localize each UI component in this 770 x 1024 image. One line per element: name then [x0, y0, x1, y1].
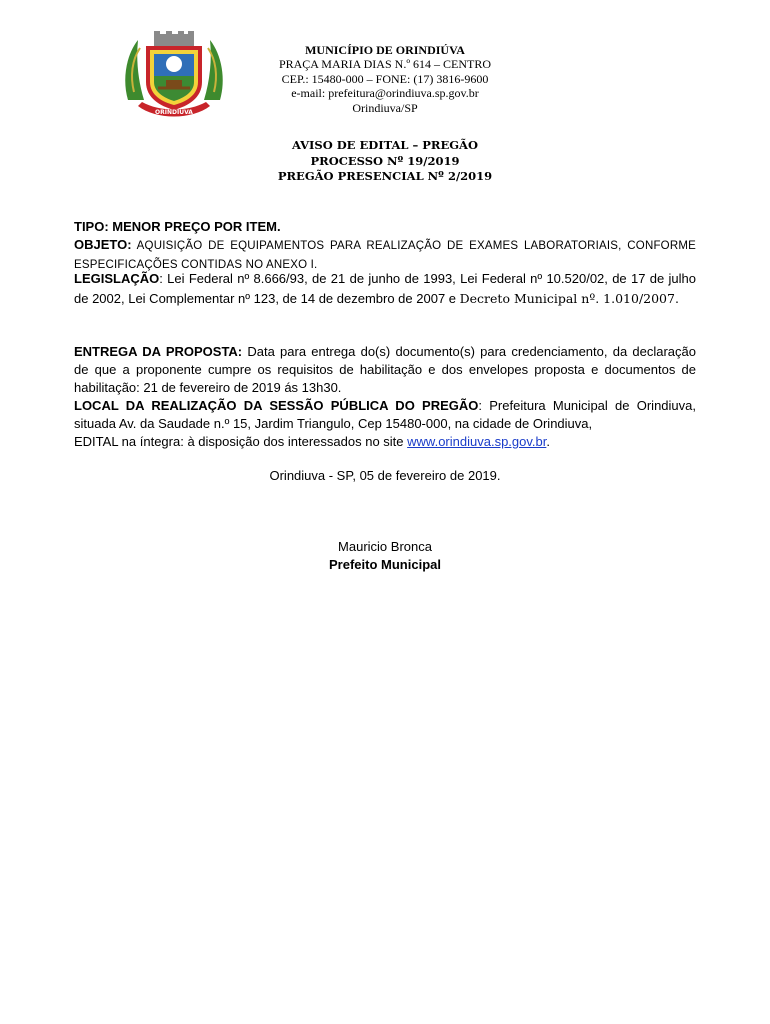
local-label: LOCAL DA REALIZAÇÃO DA SESSÃO PÚBLICA DO PREGÃO	[74, 398, 479, 413]
edital-line	[74, 433, 696, 451]
legislacao-text: : Lei Federal nº 8.666/93, de 21 de junho de 1993, Lei Federal nº 10.520/02, de 17 de julho de 2002, Lei Complementar nº 123, de 14 de dezembro de 2007 e	[74, 271, 696, 306]
address-line: PRAÇA MARIA DIAS N.º 614 – CENTRO	[278, 57, 492, 72]
entrega-text: Data para entrega do(s) documento(s) para credenciamento, da declaração de que a proponente cumpre os requisitos de habilitação e dos envelopes proposta e documentos de habilitação: 21 de fevereiro de 2019 ás 13h30.	[74, 344, 696, 395]
notice-title-line-1: AVISO DE EDITAL – PREGÃO	[292, 138, 478, 152]
date-line: Orindiuva - SP, 05 de fevereiro de 2019.	[269, 468, 501, 483]
signature-name: Mauricio Bronca	[338, 539, 432, 554]
city-line: Orindiuva/SP	[352, 100, 418, 115]
objeto-text: AQUISIÇÃO DE EQUIPAMENTOS PARA REALIZAÇÃO DE EXAMES LABORATORIAIS, CONFORME ESPECIFICAÇÕES CONTIDAS NO ANEXO I.	[74, 240, 696, 271]
tipo-line: TIPO: MENOR PREÇO POR ITEM.	[74, 219, 281, 234]
legislacao-decreto: Decreto Municipal nº. 1.010/2007.	[459, 290, 679, 306]
letterhead	[262, 43, 508, 115]
notice-title-line-2: PROCESSO Nº 19/2019	[310, 153, 460, 168]
entrega-paragraph	[74, 343, 696, 397]
cep-phone-line: CEP.: 15480-000 – FONE: (17) 3816-9600	[281, 71, 489, 86]
email-line: e-mail: prefeitura@orindiuva.sp.gov.br	[291, 86, 479, 101]
objeto-label: OBJETO:	[74, 237, 132, 252]
municipal-crest-icon	[122, 30, 226, 122]
website-link[interactable]: www.orindiuva.sp.gov.br	[407, 434, 547, 449]
municipality-name: MUNICÍPIO DE ORINDIÚVA	[305, 43, 465, 57]
signature-title: Prefeito Municipal	[329, 557, 441, 572]
notice-title-line-3: PREGÃO PRESENCIAL Nº 2/2019	[277, 169, 493, 183]
local-text: : Prefeitura Municipal de Orindiuva, situada Av. da Saudade n.º 15, Jardim Triangulo, Cep 15480-000, na cidade de Orindiuva,	[74, 398, 696, 431]
legislacao-paragraph	[74, 269, 696, 308]
local-paragraph	[74, 397, 696, 433]
edital-text: EDITAL na íntegra: à disposição dos interessados no site	[74, 434, 408, 449]
entrega-label: ENTREGA DA PROPOSTA:	[74, 344, 243, 359]
crest-ribbon-text: ORINDIUVA	[155, 109, 193, 116]
edital-end: .	[546, 434, 550, 449]
notice-title	[200, 138, 570, 185]
legislacao-label: LEGISLAÇÃO	[74, 271, 160, 286]
